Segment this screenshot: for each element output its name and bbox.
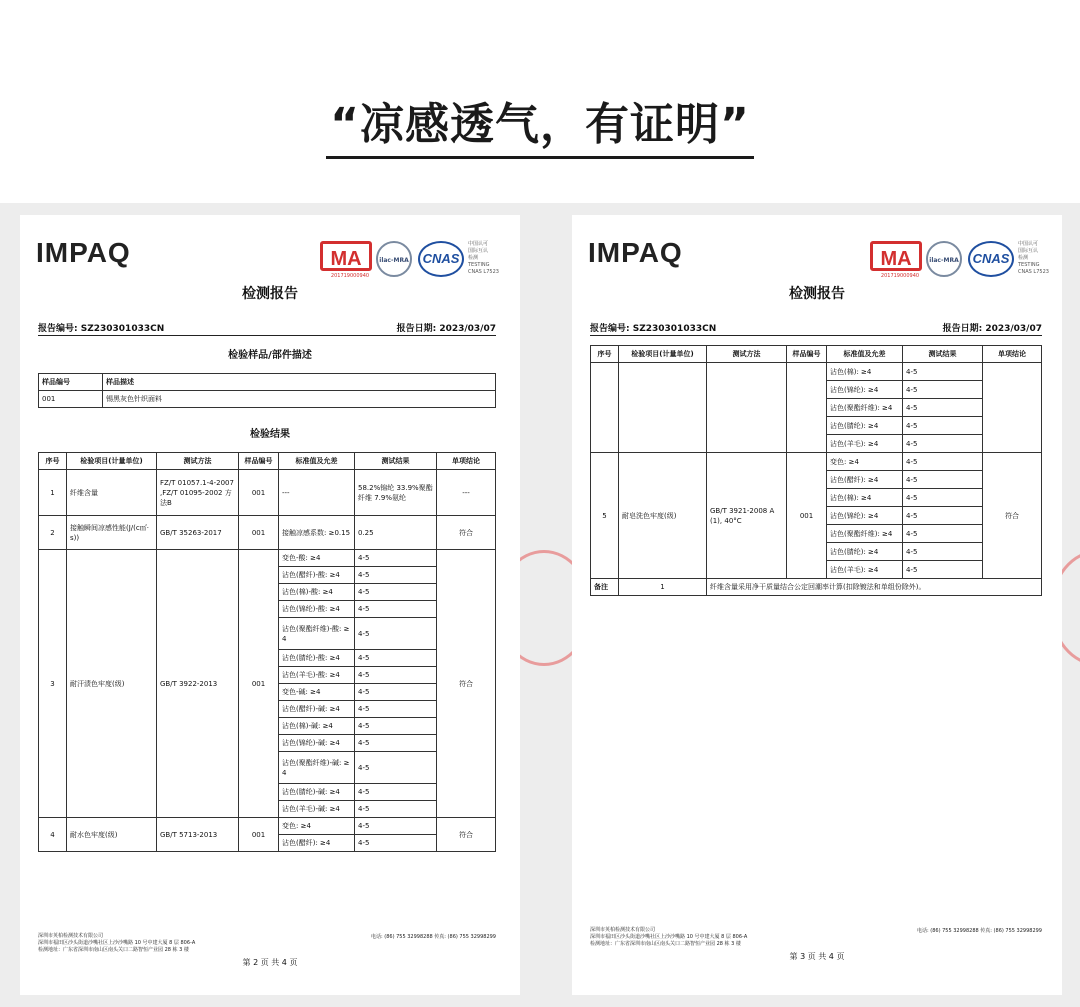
table-row: 沾色(锦纶)-碱: ≥4 4-5 <box>39 735 496 752</box>
result-table <box>590 345 1042 596</box>
header-divider <box>590 335 1042 336</box>
report-title: 检测报告 <box>789 286 845 302</box>
report-number: 报告编号: SZ230301033CN <box>590 324 717 334</box>
phone-fax: 电话: (86) 755 32998288 传真: (86) 755 32998299 <box>916 928 1042 934</box>
table-row: 沾色(棉): ≥4 4-5 <box>591 363 1042 381</box>
table-row: 沾色(聚酯纤维)-酸: ≥4 4-5 <box>39 618 496 650</box>
table-row: 沾色(醋纤)-酸: ≥4 4-5 <box>39 567 496 584</box>
ma-number: 201719000940 <box>330 273 370 279</box>
table-row: 沾色(羊毛): ≥4 4-5 <box>591 435 1042 453</box>
headline-text: “凉感透气，有证明” <box>326 99 754 159</box>
table-row: 沾色(腈纶)-碱: ≥4 4-5 <box>39 784 496 801</box>
cnas-logo: CNAS <box>968 241 1014 277</box>
report-title: 检测报告 <box>242 286 298 302</box>
table-row: 沾色(羊毛): ≥4 4-5 <box>591 561 1042 579</box>
table-row: 沾色(聚酯纤维): ≥4 4-5 <box>591 399 1042 417</box>
report-number: 报告编号: SZ230301033CN <box>38 324 165 334</box>
ma-logo: MA <box>870 241 922 271</box>
table-row: 5 耐皂洗色牢度(级) GB/T 3921-2008 A(1), 40°C 001 变色: ≥4 4-5 符合 <box>591 453 1042 471</box>
table-row: 沾色(聚酯纤维)-碱: ≥4 4-5 <box>39 752 496 784</box>
report-date: 报告日期: 2023/03/07 <box>942 324 1042 334</box>
logo-text: IMPAQ <box>588 237 683 268</box>
table-row: 沾色(棉)-酸: ≥4 4-5 <box>39 584 496 601</box>
table-row: 沾色(腈纶): ≥4 4-5 <box>591 417 1042 435</box>
table-row: 2 接触瞬间凉感性能(J/(c㎡·s)) GB/T 35263-2017 001 接触凉感系数: ≥0.15 0.25 符合 <box>39 516 496 550</box>
cnas-logo: CNAS <box>418 241 464 277</box>
table-row: 沾色(醋纤): ≥4 4-5 <box>39 835 496 852</box>
cnas-text: 中国认可 国际互认 检测 TESTING CNAS L7523 <box>468 241 499 275</box>
ilac-logo: ilac-MRA <box>376 241 412 277</box>
table-row: 沾色(羊毛)-酸: ≥4 4-5 <box>39 667 496 684</box>
table-row: 变色-碱: ≥4 4-5 <box>39 684 496 701</box>
table-row: 1 纤维含量 FZ/T 01057.1-4-2007 ,FZ/T 01095-2002 方法B 001 --- 58.2%锦纶 33.9%聚酯纤维 7.9%氨纶 --- <box>39 470 496 516</box>
table-row: 沾色(锦纶): ≥4 4-5 <box>591 507 1042 525</box>
table-row: 沾色(腈纶)-酸: ≥4 4-5 <box>39 650 496 667</box>
result-section-title: 检验结果 <box>250 429 290 440</box>
page-number: 第 3 页 共 4 页 <box>789 952 845 961</box>
table-row: 沾色(锦纶)-酸: ≥4 4-5 <box>39 601 496 618</box>
table-row: 沾色(醋纤): ≥4 4-5 <box>591 471 1042 489</box>
table-header: 序号 检验项目(计量单位) 测试方法 样品编号 标准值及允差 测试结果 单项结论 <box>39 453 496 470</box>
table-row: 沾色(醋纤)-碱: ≥4 4-5 <box>39 701 496 718</box>
phone-fax: 电话: (86) 755 32998288 传真: (86) 755 32998299 <box>370 934 496 940</box>
headline <box>0 88 1080 152</box>
table-row: 沾色(腈纶): ≥4 4-5 <box>591 543 1042 561</box>
report-page-2 <box>20 215 520 995</box>
ilac-logo: ilac-MRA <box>926 241 962 277</box>
company-footer: 深圳市英柏检测技术有限公司 深圳市福田区沙头街道沙嘴社区上沙沙嘴路 10 号中建大厦 8 层 806-A 检测地址：广东省深圳市南山区南头关口二路智恒产业园 28 栋 3 楼 <box>590 927 748 947</box>
table-row: 3 耐汗渍色牢度(级) GB/T 3922-2013 001 变色-酸: ≥4 4-5 符合 <box>39 550 496 567</box>
ma-number: 201719000940 <box>880 273 920 279</box>
table-header: 序号 检验项目(计量单位) 测试方法 样品编号 标准值及允差 测试结果 单项结论 <box>591 346 1042 363</box>
cnas-text: 中国认可 国际互认 检测 TESTING CNAS L7523 <box>1018 241 1049 275</box>
logo-text: IMPAQ <box>36 237 131 268</box>
sample-section-title: 检验样品/部件描述 <box>228 350 312 361</box>
report-page-3 <box>572 215 1062 995</box>
note-row: 备注 1 纤维含量采用净干质量结合公定回潮率计算(扣除镀法和单组份除外)。 <box>591 579 1042 596</box>
table-row: 沾色(聚酯纤维): ≥4 4-5 <box>591 525 1042 543</box>
sample-table: 样品编号 样品描述 001 锡黑灰色针织面料 <box>38 373 496 408</box>
page-number: 第 2 页 共 4 页 <box>242 958 298 967</box>
table-row: 沾色(棉)-碱: ≥4 4-5 <box>39 718 496 735</box>
ma-logo: MA <box>320 241 372 271</box>
table-row: 沾色(棉): ≥4 4-5 <box>591 489 1042 507</box>
impaq-logo <box>36 237 131 269</box>
company-footer: 深圳市英柏检测技术有限公司 深圳市福田区沙头街道沙嘴社区上沙沙嘴路 10 号中建大厦 8 层 806-A 检测地址：广东省深圳市南山区南头关口二路智恒产业园 28 栋 3 楼 <box>38 933 196 953</box>
table-row: 沾色(锦纶): ≥4 4-5 <box>591 381 1042 399</box>
impaq-logo <box>588 237 683 269</box>
table-row: 4 耐水色牢度(级) GB/T 5713-2013 001 变色: ≥4 4-5 符合 <box>39 818 496 835</box>
header-divider <box>38 335 496 336</box>
report-date: 报告日期: 2023/03/07 <box>396 324 496 334</box>
result-table <box>38 452 496 852</box>
table-row: 沾色(羊毛)-碱: ≥4 4-5 <box>39 801 496 818</box>
